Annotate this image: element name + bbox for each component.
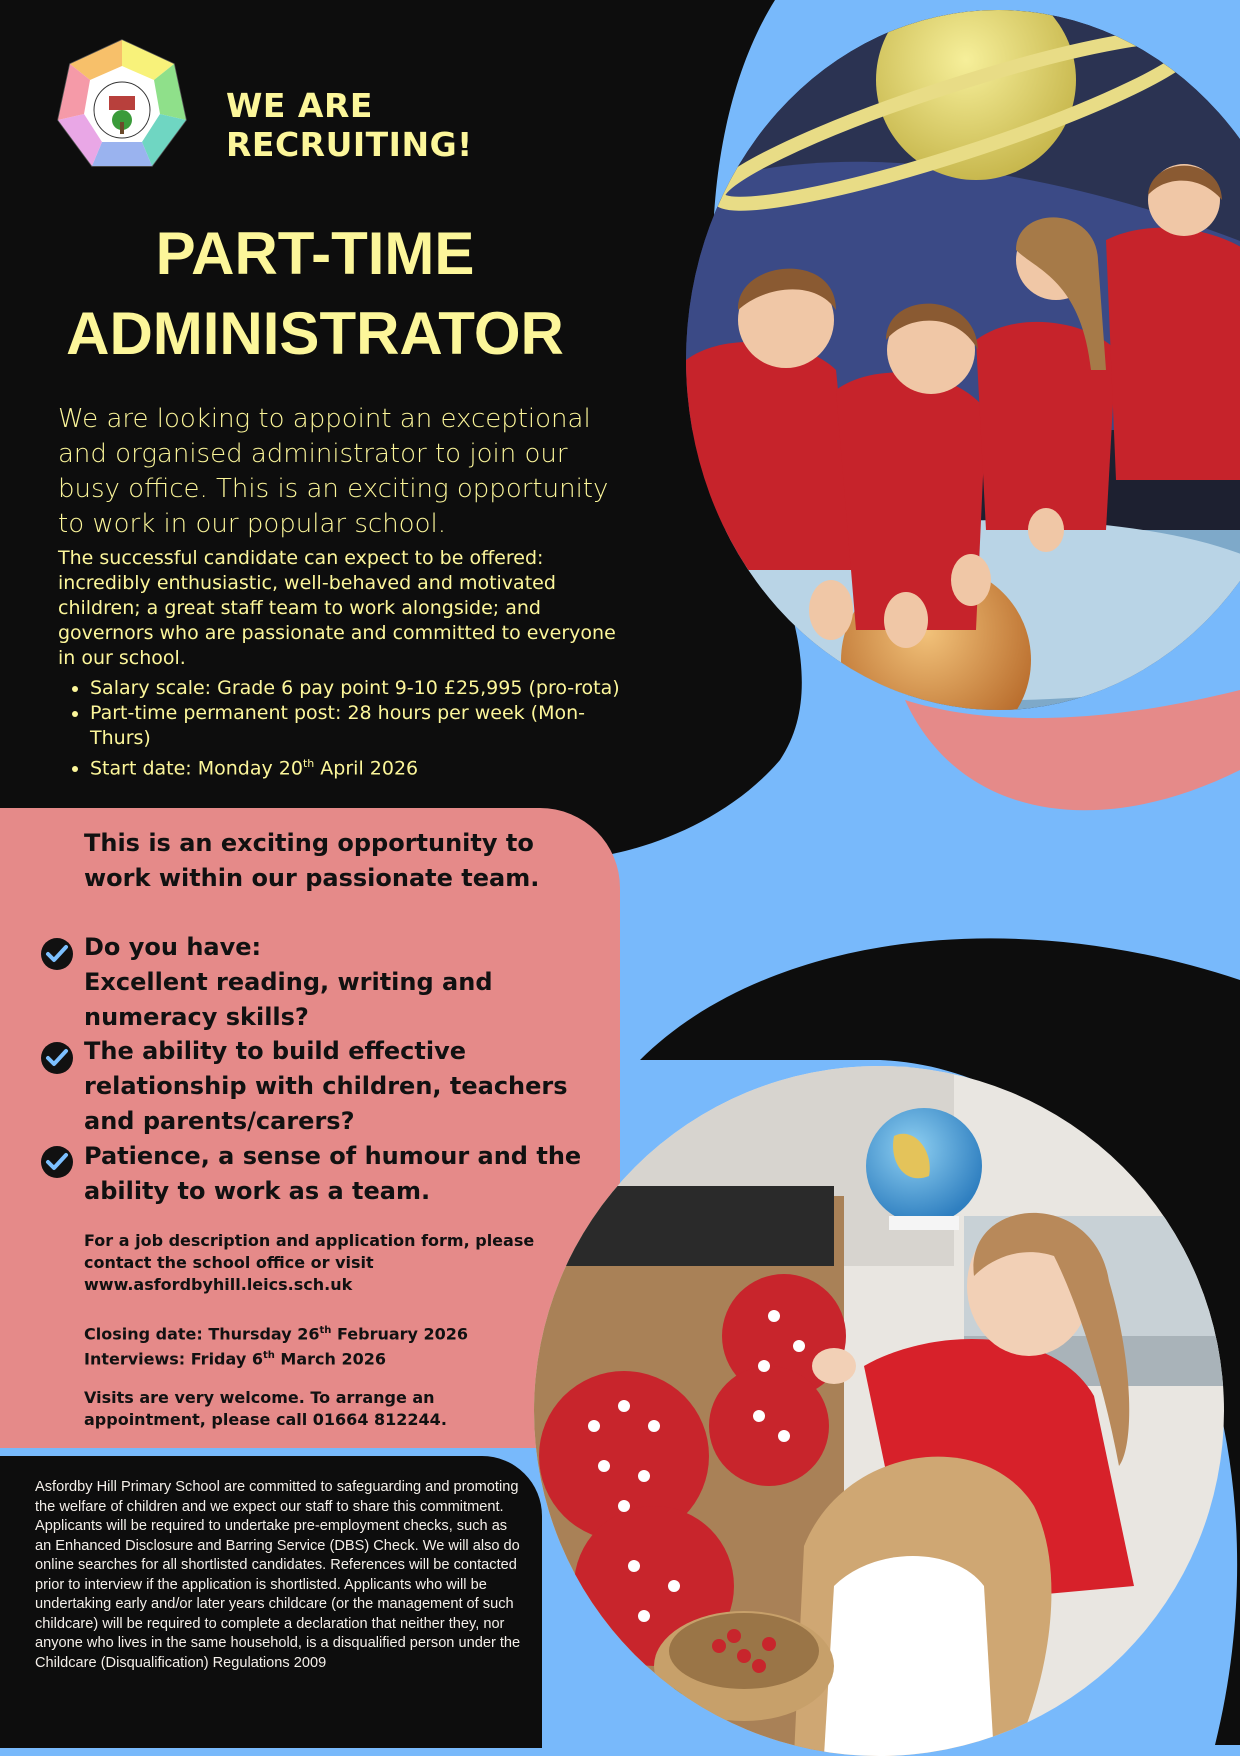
interview-date [84,1345,554,1370]
closing-date-text: Closing date: Thursday 26 [84,1324,320,1344]
requirement-skills-text: Excellent reading, writing and numeracy skills? [84,968,493,1031]
requirement-relationships: The ability to build effective relationship with children, teachers and parents/carers? [84,1037,568,1135]
visits-info: Visits are very welcome. To arrange an appointment, please call 01664 812244. [84,1388,447,1429]
interview-date-text: Interviews: Friday 6 [84,1349,263,1369]
contact-info: For a job description and application form, please contact the school office or visit www.asfordbyhill.leics.sch.uk [84,1231,535,1294]
children-poppy-craft-photo [534,1066,1224,1756]
salary-item: • Salary scale: Grade 6 pay point 9-10 £25,995 (pro-rota) [90,676,630,701]
closing-date-ordinal: th [319,1325,332,1336]
start-date-year: April 2026 [314,757,419,780]
requirement-skills [84,930,604,1035]
safeguarding-statement: Asfordby Hill Primary School are committed to safeguarding and promoting the welfare of children and we expect our staff to share this commitment. Applicants will be required to undertake pre-employment checks, such as an Enhanced Disclosure and Barring Service (DBS) Check. We will also do online searches for all shortlisted candidates. References will be contacted prior to interview if the application is shortlisted. Applicants who will be undertaking early and/or later years childcare (or the management of such childcare) will be required to complete a declaration that neither they, nor anyone who lives in the same household, is a disqualified person under the Childcare (Disqualification) Regulations 2009 [35,1479,521,1671]
start-date-item [90,751,630,781]
job-title [40,214,590,374]
key-dates [84,1320,554,1371]
interview-date-year: March 2026 [274,1349,387,1369]
start-date-ordinal: th [302,757,315,770]
school-logo [56,38,188,188]
job-title-line-2: ADMINISTRATOR [66,300,564,367]
job-details-list [58,676,630,781]
closing-date [84,1320,554,1345]
check-circle-icon [40,1041,74,1075]
offer-paragraph: The successful candidate can expect to be offered: incredibly enthusiastic, well-behaved and motivated children; a great staff team to work alongside; and governors who are passionate and committed to everyone in our school. [58,547,616,669]
check-circle-icon [40,1145,74,1179]
requirement-intro: Do you have: [84,933,262,961]
intro-paragraph: We are looking to appoint an exceptional and organised administrator to join our busy office. This is an exciting opportunity to work in our popular school. [58,404,609,539]
closing-date-year: February 2026 [331,1324,469,1344]
opportunity-statement: This is an exciting opportunity to work within our passionate team. [84,829,540,892]
interview-date-ordinal: th [262,1350,275,1362]
requirement-teamwork: Patience, a sense of humour and the ability to work as a team. [84,1142,582,1205]
check-circle-icon [40,937,74,971]
job-title-line-1: PART-TIME [155,220,475,287]
recruiting-heading: WE ARE RECRUITING! [226,86,473,164]
post-item: • Part-time permanent post: 28 hours per week (Mon-Thurs) [90,701,630,751]
start-date-text: Start date: Monday 20 [90,757,303,780]
